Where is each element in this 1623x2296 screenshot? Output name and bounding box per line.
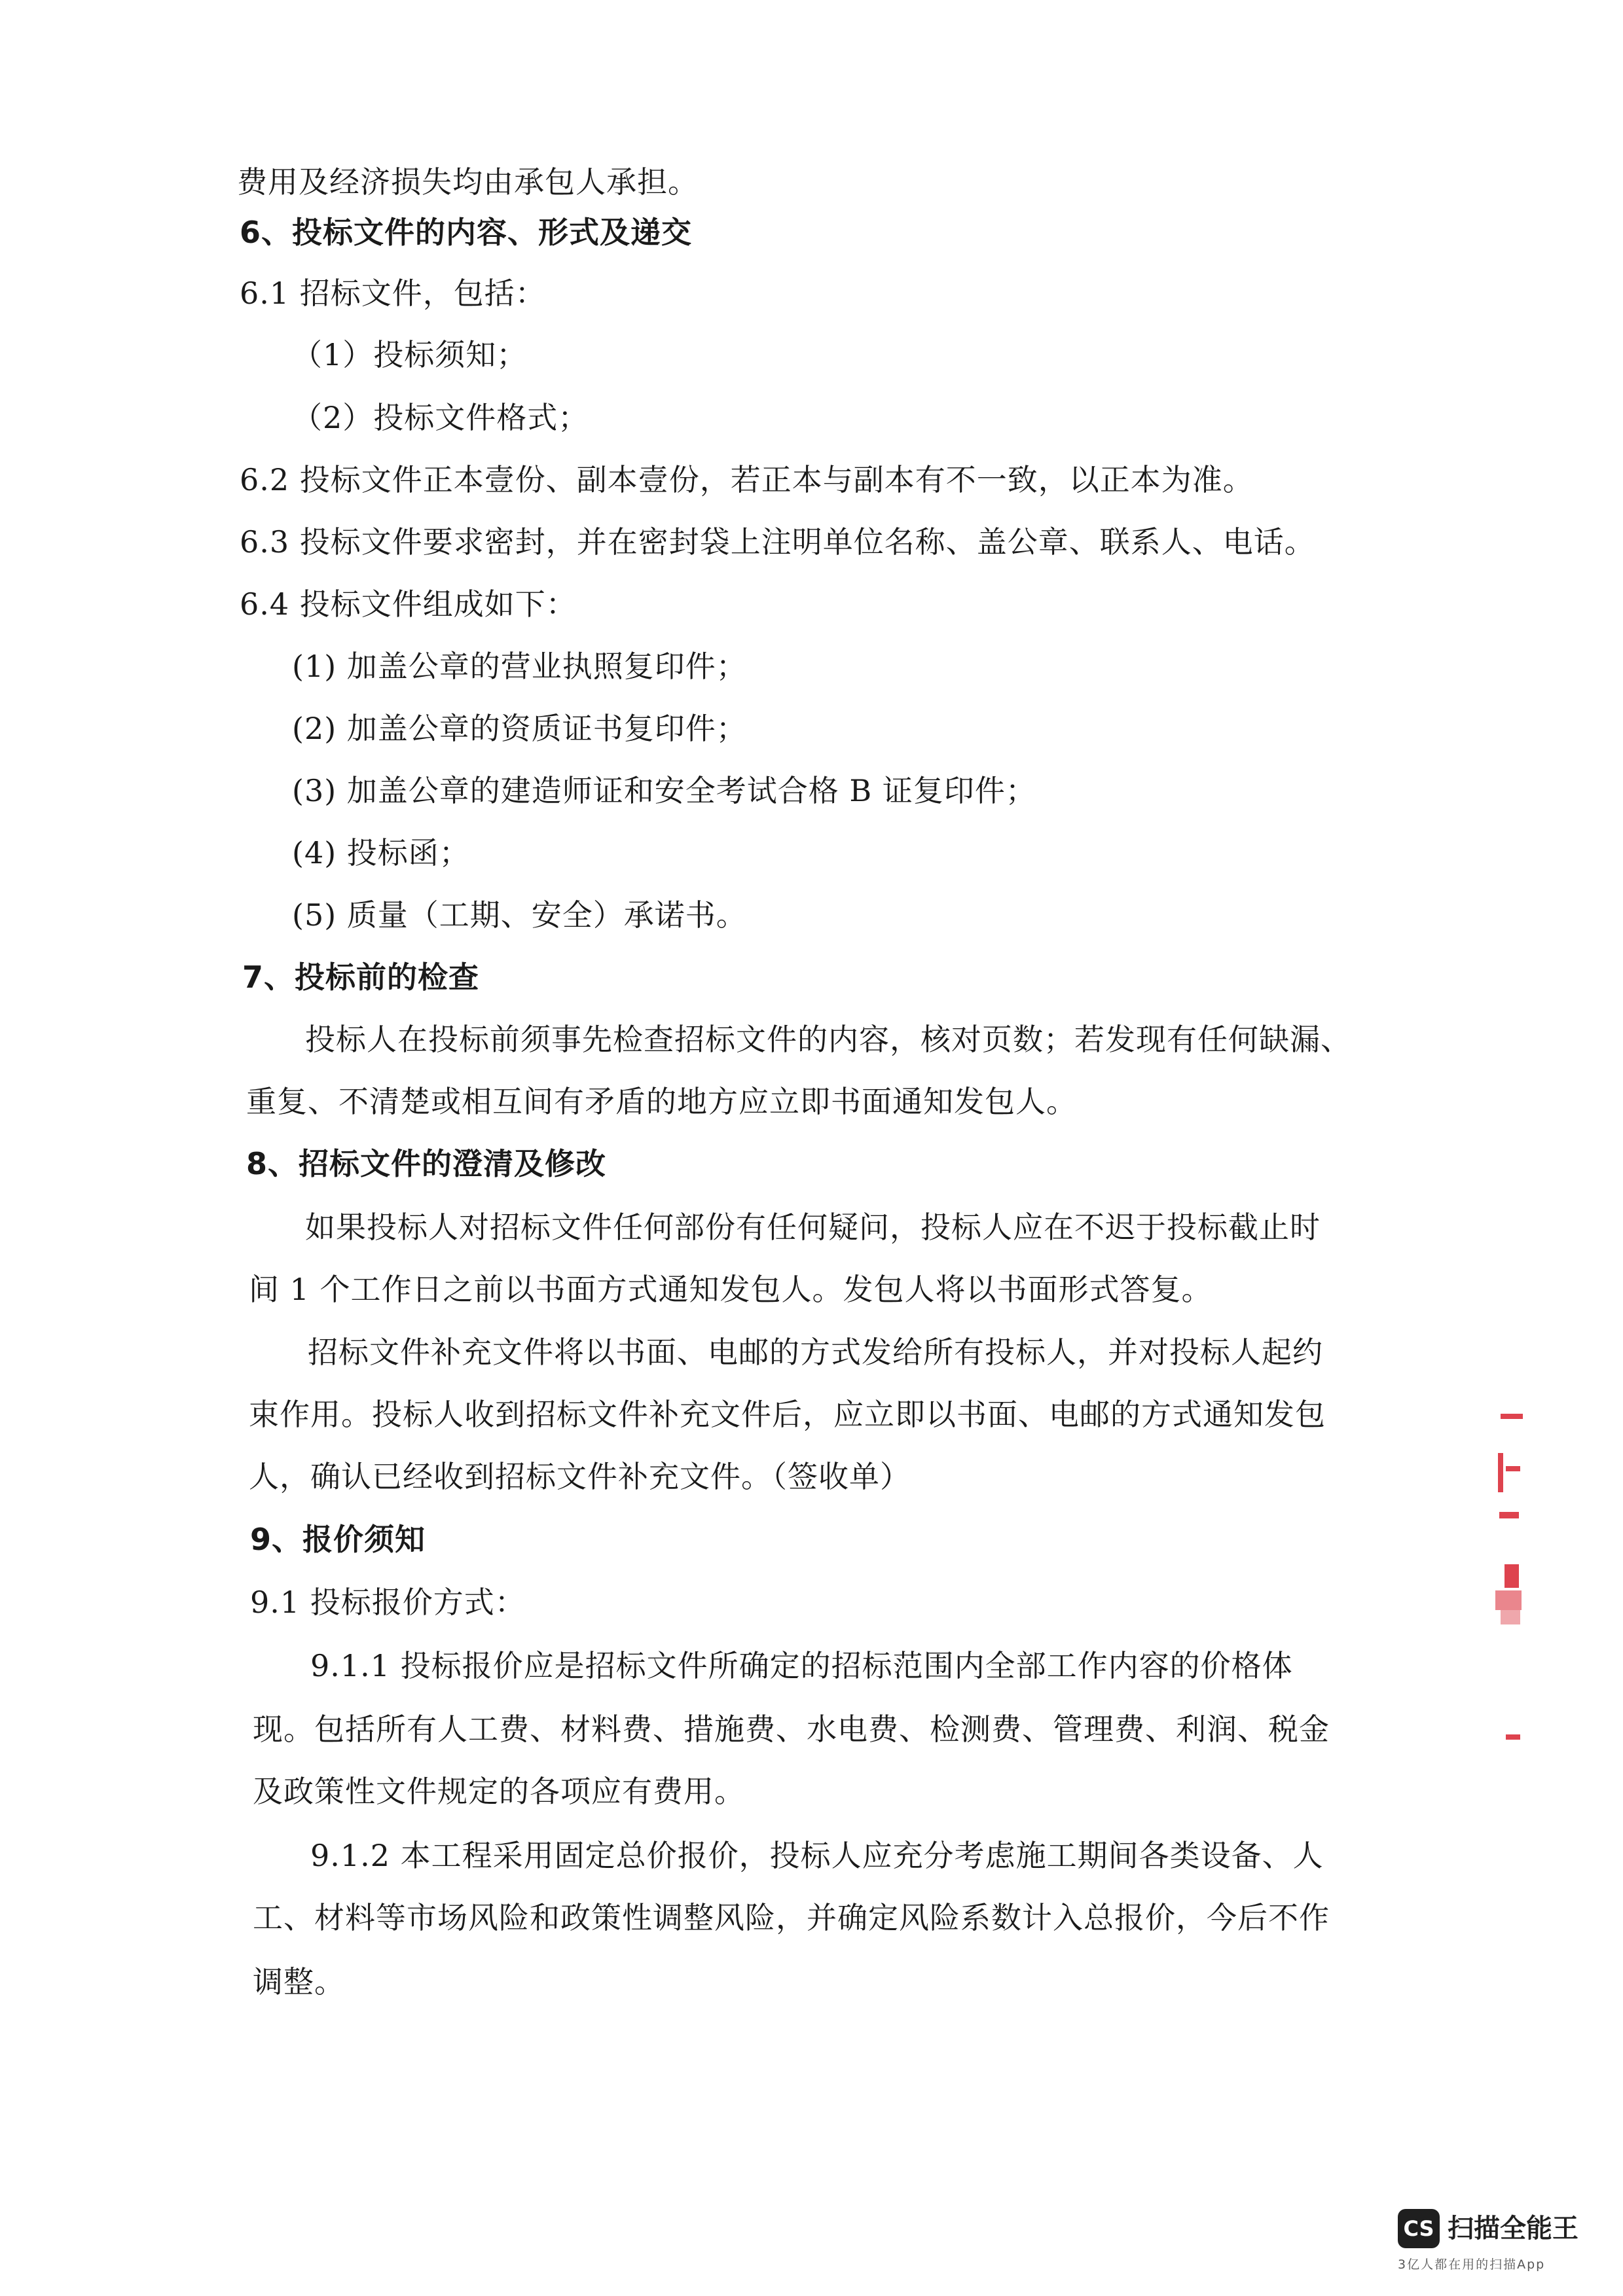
body-text-line: 费用及经济损失均由承包人承担。 xyxy=(237,164,699,200)
list-item: (5) 质量（工期、安全）承诺书。 xyxy=(292,897,747,933)
body-text-line: 人，确认已经收到招标文件补充文件。（签收单） xyxy=(249,1459,911,1494)
clause-6-2: 6.2 投标文件正本壹份、副本壹份，若正本与副本有不一致，以正本为准。 xyxy=(240,462,1254,497)
list-item: (4) 投标函； xyxy=(292,835,470,870)
body-text-line: 投标人在投标前须事先检查招标文件的内容，核对页数；若发现有任何缺漏、 xyxy=(305,1022,1351,1057)
section-heading-8: 8、招标文件的澄清及修改 xyxy=(246,1146,607,1181)
clause-9-1-2: 9.1.2 本工程采用固定总价报价，投标人应充分考虑施工期间各类设备、人 xyxy=(310,1838,1324,1873)
clause-9-1-1: 9.1.1 投标报价应是招标文件所确定的招标范围内全部工作内容的价格体 xyxy=(310,1648,1293,1683)
body-text-line: 工、材料等市场风险和政策性调整风险，并确定风险系数计入总报价，今后不作 xyxy=(253,1900,1330,1935)
section-heading-6: 6、投标文件的内容、形式及递交 xyxy=(240,215,693,250)
body-text-line: 调整。 xyxy=(253,1964,345,2000)
watermark-app-name: 扫描全能王 xyxy=(1448,2214,1578,2244)
seal-stamp-fragment xyxy=(1486,1414,1525,1754)
body-text-line: 重复、不清楚或相互间有矛盾的地方应立即书面通知发包人。 xyxy=(246,1084,1077,1119)
watermark-tagline: 3亿人都在用的扫描App xyxy=(1398,2257,1546,2272)
list-item: （2）投标文件格式； xyxy=(292,400,589,435)
list-item: （1）投标须知； xyxy=(292,337,528,372)
section-heading-9: 9、报价须知 xyxy=(250,1522,426,1557)
section-heading-7: 7、投标前的检查 xyxy=(242,960,480,995)
clause-6-1: 6.1 招标文件，包括： xyxy=(240,276,546,311)
camscanner-watermark xyxy=(1398,2209,1594,2287)
clause-6-4: 6.4 投标文件组成如下： xyxy=(240,586,577,622)
body-text-line: 现。包括所有人工费、材料费、措施费、水电费、检测费、管理费、利润、税金 xyxy=(253,1712,1330,1747)
camscanner-logo-icon: CS xyxy=(1398,2209,1440,2248)
list-item: (3) 加盖公章的建造师证和安全考试合格 B 证复印件； xyxy=(292,773,1036,808)
clause-9-1: 9.1 投标报价方式： xyxy=(250,1585,526,1620)
body-text-line: 招标文件补充文件将以书面、电邮的方式发给所有投标人，并对投标人起约 xyxy=(308,1335,1323,1370)
body-text-line: 如果投标人对招标文件任何部份有任何疑问，投标人应在不迟于投标截止时 xyxy=(305,1210,1321,1245)
list-item: (2) 加盖公章的资质证书复印件； xyxy=(292,711,747,746)
clause-6-3: 6.3 投标文件要求密封，并在密封袋上注明单位名称、盖公章、联系人、电话。 xyxy=(240,524,1315,560)
list-item: (1) 加盖公章的营业执照复印件； xyxy=(292,649,747,684)
body-text-line: 及政策性文件规定的各项应有费用。 xyxy=(253,1774,745,1809)
body-text-line: 束作用。投标人收到招标文件补充文件后，应立即以书面、电邮的方式通知发包 xyxy=(249,1397,1326,1432)
body-text-line: 间 1 个工作日之前以书面方式通知发包人。发包人将以书面形式答复。 xyxy=(249,1272,1213,1307)
